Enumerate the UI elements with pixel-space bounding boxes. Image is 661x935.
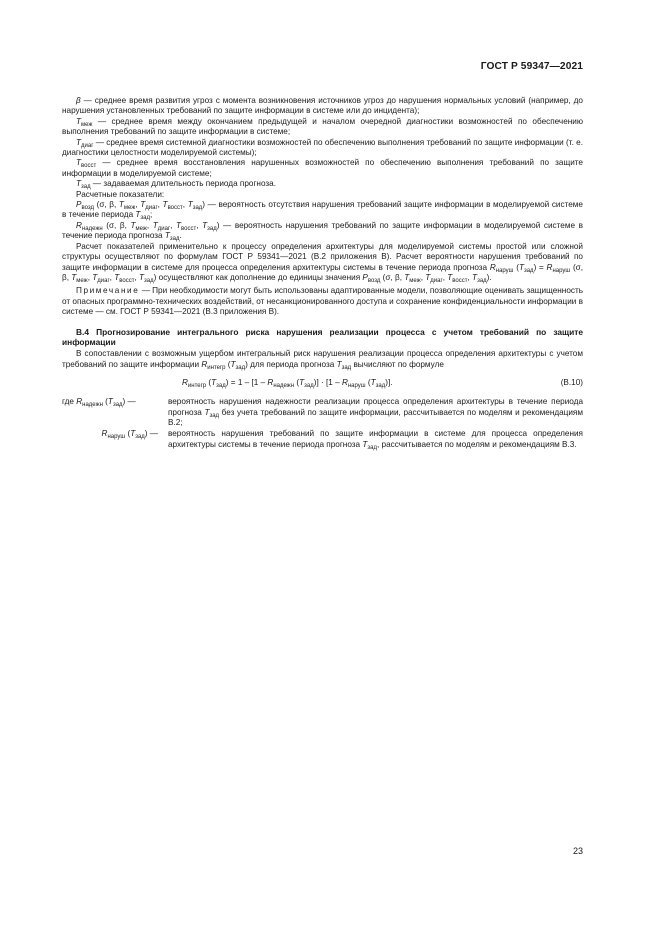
- symbol: R: [76, 397, 83, 407]
- subscript: зад: [375, 383, 386, 390]
- subscript: надежн: [81, 225, 103, 232]
- subscript: возд: [81, 205, 94, 212]
- paragraph-integral-risk: [62, 349, 583, 370]
- text: ) — вероятность нарушения требований по защите информации в моделируемой системе в течение периода прогноза: [62, 220, 583, 241]
- subscript: диаг: [145, 205, 158, 212]
- symbol: P: [362, 272, 368, 282]
- subscript: зад: [523, 267, 534, 274]
- subscript: интегр: [187, 383, 207, 390]
- paragraph-r-nadezhn: $R_{надежн}$ (σ, β, $T_{меж}$, $T_{диаг}$, $T_{восст}$, $T_{зад}$) — вероятность нарушения требований по защите информации в моделируемой системе в течение периода прогноза $T_{зад}$.: [62, 220, 583, 243]
- symbol: P: [76, 200, 82, 210]
- subscript: зад: [341, 364, 352, 371]
- text: )] · [1 –: [313, 378, 342, 388]
- symbol: T: [162, 200, 168, 210]
- symbol: T: [447, 272, 453, 282]
- symbol: T: [135, 210, 141, 220]
- text: — задаваемая длительность периода прогноза.: [90, 179, 276, 189]
- symbol: T: [370, 378, 376, 388]
- text: ) осуществляют как дополнение до единицы значения: [153, 272, 363, 282]
- text: , рассчитывается по моделям и рекомендациям В.3.: [377, 439, 577, 449]
- subscript: наруш: [107, 434, 126, 441]
- symbol: R: [76, 220, 82, 230]
- subscript: интегр: [207, 364, 226, 371]
- text: (: [225, 359, 231, 369]
- subscript: надежн: [82, 402, 103, 409]
- where-item-r-nadezhn: [62, 397, 583, 428]
- paragraph-calculation: Расчет показателей применительно к процессу определения архитектуры для моделируемой системы простой или сложной структуры осуществляют по формулам ГОСТ Р 59341—2021 (В.2 приложения В). Расчет вероятности нарушения требований по защите информации в системе для процесса определения архитектуры системы в течение периода прогноза $R_{наруш}$ $(T_{зад}) = R_{наруш}$ (σ, β, $T_{меж}$, $T_{диаг}$, $T_{восст}$, $T_{зад}$) осуществляют как дополнение до единицы значения $P_{возд}$ (σ, β, $T_{меж}$, $T_{диаг}$, $T_{восст}$, $T_{зад}$).: [62, 241, 583, 284]
- subscript: зад: [81, 184, 91, 191]
- symbol: T: [472, 272, 478, 282]
- subscript: диаг: [157, 225, 171, 232]
- symbol: T: [425, 272, 431, 282]
- text: ) =: [533, 262, 547, 272]
- text: (: [365, 378, 371, 388]
- paragraph-t-zad: [62, 179, 583, 189]
- symbol: T: [114, 272, 120, 282]
- text: вычисляют по формуле: [351, 359, 444, 369]
- document-body: [62, 96, 583, 450]
- symbol: T: [130, 220, 136, 230]
- symbol: R: [201, 359, 208, 369]
- note-label: Примечание: [76, 286, 140, 296]
- subscript: восст: [81, 163, 97, 170]
- section-heading: В.4 Прогнозирование интегрального риска нарушения реализации процесса с учетом требований по защите информации: [62, 326, 583, 347]
- symbol: T: [202, 220, 208, 230]
- symbol: T: [71, 272, 77, 282]
- symbol: R: [182, 378, 188, 388]
- symbol: T: [164, 231, 170, 241]
- subscript: диаг: [81, 142, 94, 149]
- subscript: зад: [140, 215, 151, 222]
- symbol: R: [341, 378, 348, 388]
- where-description: [162, 397, 583, 428]
- text: ;: [150, 210, 153, 220]
- where-term: [62, 429, 162, 450]
- text: — среднее время между окончанием предыдущей и началом очередной диагностики возможностей по обеспечению выполнения требований по защите информации в системе;: [62, 116, 583, 137]
- subscript: меж: [135, 225, 147, 232]
- symbol: T: [76, 116, 82, 126]
- text: где: [62, 397, 77, 407]
- text: (σ, β,: [380, 272, 405, 282]
- text: (: [102, 397, 108, 407]
- text: Расчет показателей применительно к процессу определения архитектуры для моделируемой системы простой или сложной структуры осуществляют по формулам ГОСТ Р 59341—2021 (В.2 приложения В). Расчет вероятности нарушения требований по защите информации в системе для процесса определения архитектуры системы в течение периода прогноза: [62, 241, 583, 272]
- subscript: зад: [367, 444, 377, 451]
- where-item-r-narush: [62, 429, 583, 450]
- text: ) = 1 – [1 –: [225, 378, 268, 388]
- subscript: меж: [123, 205, 136, 212]
- text: (σ, β,: [102, 220, 131, 230]
- subscript: восст: [181, 225, 197, 232]
- text: (σ, β,: [93, 200, 119, 210]
- symbol: T: [204, 407, 210, 417]
- text: (: [513, 262, 519, 272]
- text: (: [294, 378, 300, 388]
- where-description: [162, 429, 583, 450]
- symbol: R: [489, 262, 496, 272]
- symbol: R: [267, 378, 274, 388]
- text: ).: [486, 272, 492, 282]
- text: (: [206, 378, 212, 388]
- subscript: меж: [409, 277, 421, 284]
- symbol: T: [76, 137, 82, 147]
- subscript: диаг: [430, 277, 443, 284]
- text: вероятность нарушения требований по защите информации в системе для процесса определения архитектуры системы в течение периода прогноза: [168, 429, 583, 449]
- formula-row: [62, 378, 583, 390]
- paragraph-beta: [62, 96, 583, 117]
- text: — среднее время восстановления нарушенных возможностей по обеспечению выполнения требований по защите информации в моделируемой системе;: [62, 158, 583, 178]
- subscript: наруш: [347, 383, 366, 390]
- symbol: T: [130, 429, 136, 439]
- page-number: 23: [572, 846, 583, 856]
- subscript: зад: [235, 364, 246, 371]
- text: ) для периода прогноза: [245, 359, 337, 369]
- text: (σ, β,: [62, 262, 583, 282]
- text: вероятность нарушения надежности реализации процесса определения архитектуры в течение периода прогноза: [168, 397, 583, 417]
- subscript: зад: [209, 412, 220, 419]
- subscript: надежн: [273, 383, 295, 390]
- symbol: T: [336, 359, 342, 369]
- symbol: T: [152, 220, 158, 230]
- subscript: диаг: [97, 277, 110, 284]
- paragraph-t-vosst: [62, 158, 583, 179]
- note-text: — При необходимости могут быть использованы адаптированные модели, позволяющие оценивать защищенность от опасных программно-технических воздействий, от несанкционированного доступа и сохранение конфиденциальности информации в системе — см. ГОСТ Р 59341—2021 (В.3 приложения В).: [62, 286, 583, 317]
- text: В сопоставлении с возможным ущербом интегральный риск нарушения реализации процесса определения архитектуры с учетом требований по защите информации: [62, 349, 583, 369]
- symbol: R: [546, 262, 553, 272]
- paragraph-p-vozd: $P_{возд}$ (σ, β, $T_{меж}$, $T_{диаг}$, $T_{восст}$, $T_{зад}$) — вероятность отсутствия нарушения требований защите информации в моделируемой системе в течение периода $T_{зад}$;: [62, 200, 583, 222]
- standard-header: ГОСТ Р 59347—2021: [480, 61, 583, 72]
- subscript: восст: [167, 205, 183, 212]
- subscript: возд: [367, 277, 381, 284]
- subscript: зад: [207, 225, 217, 232]
- subscript: восст: [119, 277, 135, 284]
- symbol: T: [76, 179, 82, 189]
- subscript: наруш: [552, 267, 571, 274]
- subscript: меж: [81, 121, 93, 128]
- text: — среднее время системной диагностики возможностей по обеспечению выполнения требований по защите информации (т. е. диагностики целостности моделируемой системы);: [62, 137, 583, 158]
- symbol: T: [518, 262, 524, 272]
- symbol: T: [230, 359, 236, 369]
- subscript: восст: [452, 277, 468, 284]
- formula-number: (В.10): [560, 378, 583, 388]
- symbol: T: [176, 220, 182, 230]
- symbol: T: [187, 200, 193, 210]
- text: ) — вероятность отсутствия нарушения требований защите информации в моделируемой системе в течение периода: [62, 200, 583, 220]
- text: ) —: [144, 429, 158, 439]
- subscript: зад: [112, 402, 123, 409]
- note: [62, 286, 583, 317]
- symbol: T: [211, 378, 217, 388]
- symbol: T: [140, 200, 146, 210]
- where-term: [62, 397, 162, 428]
- subscript: зад: [304, 383, 314, 390]
- subscript: зад: [144, 277, 154, 284]
- symbol: T: [107, 397, 113, 407]
- subscript: зад: [169, 236, 180, 243]
- subscript: зад: [216, 383, 226, 390]
- paragraph-t-diag: [62, 138, 583, 159]
- symbol: T: [92, 272, 98, 282]
- text: (: [125, 429, 131, 439]
- symbol: T: [76, 158, 82, 168]
- formula: [182, 378, 393, 388]
- subscript: зад: [477, 277, 487, 284]
- symbol: T: [118, 200, 124, 210]
- subscript: наруш: [495, 267, 514, 274]
- symbol: T: [362, 439, 368, 449]
- subscript: меж: [76, 277, 88, 284]
- paragraph-calculated: Расчетные показатели:: [76, 189, 165, 199]
- symbol: T: [404, 272, 410, 282]
- symbol: T: [299, 378, 305, 388]
- text: )].: [385, 378, 393, 388]
- text: ) —: [122, 397, 136, 407]
- symbol: β: [76, 96, 81, 105]
- text: — среднее время развития угроз с момента возникновения источников угроз до нарушения нормальных условий (например, до нарушения установленных требований по защите информации в системе или до инцидента);: [62, 96, 583, 116]
- text: .: [179, 231, 182, 241]
- symbol: T: [139, 272, 145, 282]
- text: без учета требований по защите информации, рассчитывается по моделям и рекомендациям В.2;: [168, 407, 583, 427]
- paragraph-t-mezh: [62, 117, 583, 138]
- symbol: R: [101, 429, 108, 439]
- subscript: зад: [192, 205, 203, 212]
- subscript: зад: [135, 434, 145, 441]
